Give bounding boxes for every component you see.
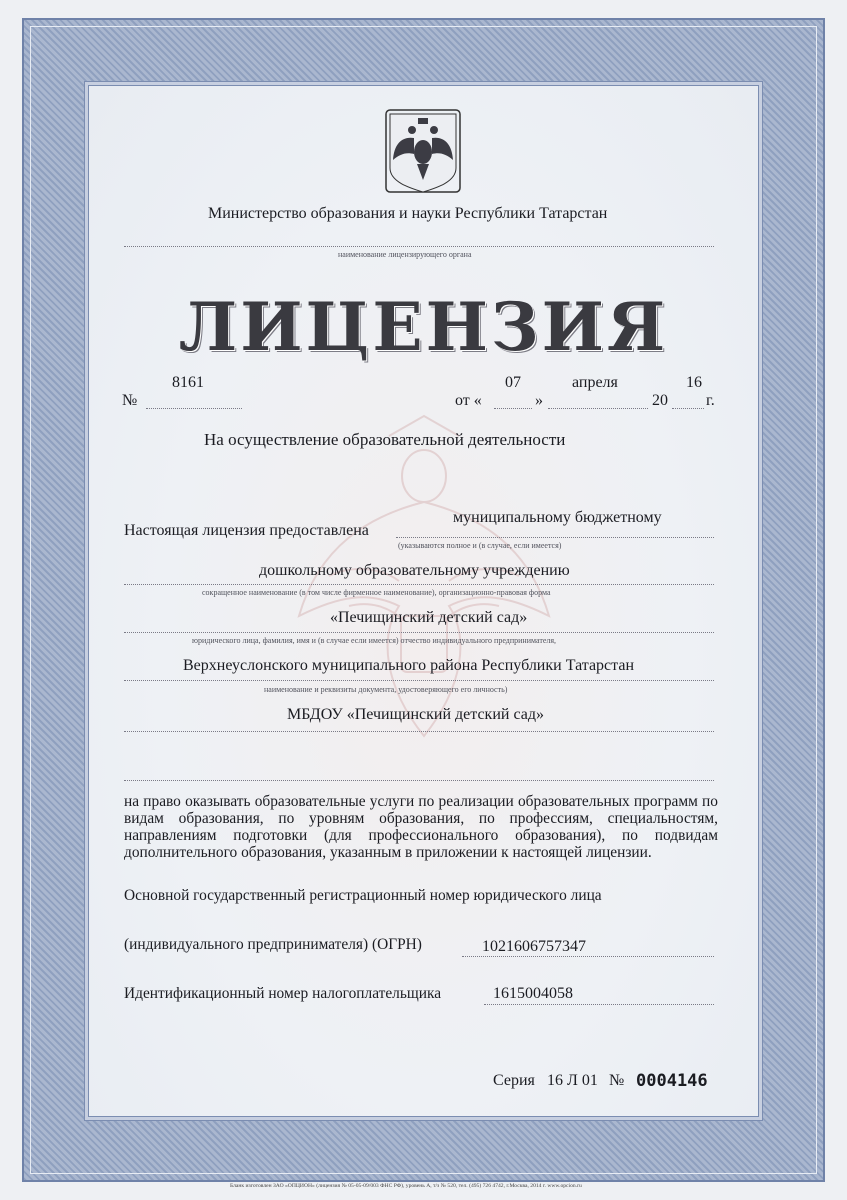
number-label: № bbox=[122, 392, 138, 409]
org-line-4: Верхнеуслонского муниципального района Республики Татарстан bbox=[183, 657, 634, 674]
ministry-name: Министерство образования и науки Республики Татарстан bbox=[208, 205, 608, 222]
month-underline bbox=[548, 408, 648, 409]
date-year: 16 bbox=[686, 374, 702, 391]
number-underline bbox=[146, 408, 242, 409]
granted-label: Настоящая лицензия предоставлена bbox=[124, 522, 369, 539]
date-day: 07 bbox=[505, 374, 521, 391]
year-prefix: 20 bbox=[652, 392, 668, 409]
document-title: ЛИЦЕНЗИЯ bbox=[178, 288, 669, 366]
series-number: 0004146 bbox=[636, 1071, 708, 1091]
ministry-hint: наименование лицензирующего органа bbox=[338, 250, 472, 259]
org-underline-4 bbox=[124, 680, 714, 681]
inn-underline bbox=[484, 1004, 714, 1005]
org-underline-2 bbox=[124, 584, 714, 585]
date-prefix: от « bbox=[455, 392, 482, 409]
series-value: 16 Л 01 bbox=[547, 1072, 598, 1089]
hint-4: наименование и реквизиты документа, удостоверяющего его личность) bbox=[264, 685, 508, 694]
ogrn-value: 1021606757347 bbox=[482, 938, 586, 955]
day-underline bbox=[494, 408, 532, 409]
ogrn-underline bbox=[462, 956, 714, 957]
org-line-3: «Печищинский детский сад» bbox=[330, 609, 528, 626]
org-line-1: муниципальному бюджетному bbox=[453, 509, 662, 526]
inn-value: 1615004058 bbox=[493, 985, 573, 1002]
org-line-5: МБДОУ «Печищинский детский сад» bbox=[287, 706, 544, 723]
document-field bbox=[88, 85, 759, 1117]
year-underline bbox=[672, 408, 704, 409]
org-underline-6 bbox=[124, 780, 714, 781]
hint-1: (указываются полное и (в случае, если имеется) bbox=[398, 541, 562, 550]
org-line-2: дошкольному образовательному учреждению bbox=[259, 562, 570, 579]
coat-of-arms-emblem-icon bbox=[384, 108, 462, 194]
org-underline-3 bbox=[124, 632, 714, 633]
ministry-underline bbox=[124, 246, 714, 247]
org-underline-5 bbox=[124, 731, 714, 732]
hint-3: юридического лица, фамилия, имя и (в случае если имеется) отчество индивидуального предпринимателя, bbox=[192, 636, 557, 645]
org-underline-1 bbox=[396, 537, 714, 538]
hint-2: сокращенное наименование (в том числе фирменное наименование), организационно-правовая форма bbox=[202, 588, 551, 597]
series-number-label: № bbox=[609, 1072, 625, 1089]
inn-label: Идентификационный номер налогоплательщика bbox=[124, 985, 442, 1002]
rights-paragraph: на право оказывать образовательные услуги по реализации образовательных программ по видам образования, по уровням образования, по профессиям, специальностям, направлениям подготовки (для профессионального образования), по подвидам дополнительного образования, указанным в приложении к настоящей лицензии. bbox=[124, 793, 718, 861]
date-month: апреля bbox=[572, 374, 618, 391]
year-suffix: г. bbox=[706, 392, 715, 409]
print-footer: Бланк изготовлен ЗАО «ОПЦИОН» (лицензия № 05-05-09/003 ФНС РФ), уровень А, т/з № 520, тел. (495) 726 4742, г.Москва, 2014 г. www.opcion.ru bbox=[230, 1183, 582, 1189]
ogrn-line-1: Основной государственный регистрационный номер юридического лица bbox=[124, 887, 602, 904]
series-label: Серия bbox=[493, 1072, 535, 1089]
date-quote-close: » bbox=[535, 392, 543, 409]
license-number: 8161 bbox=[172, 374, 204, 391]
ogrn-label: (индивидуального предпринимателя) (ОГРН) bbox=[124, 936, 422, 953]
license-subject: На осуществление образовательной деятельности bbox=[204, 430, 566, 449]
